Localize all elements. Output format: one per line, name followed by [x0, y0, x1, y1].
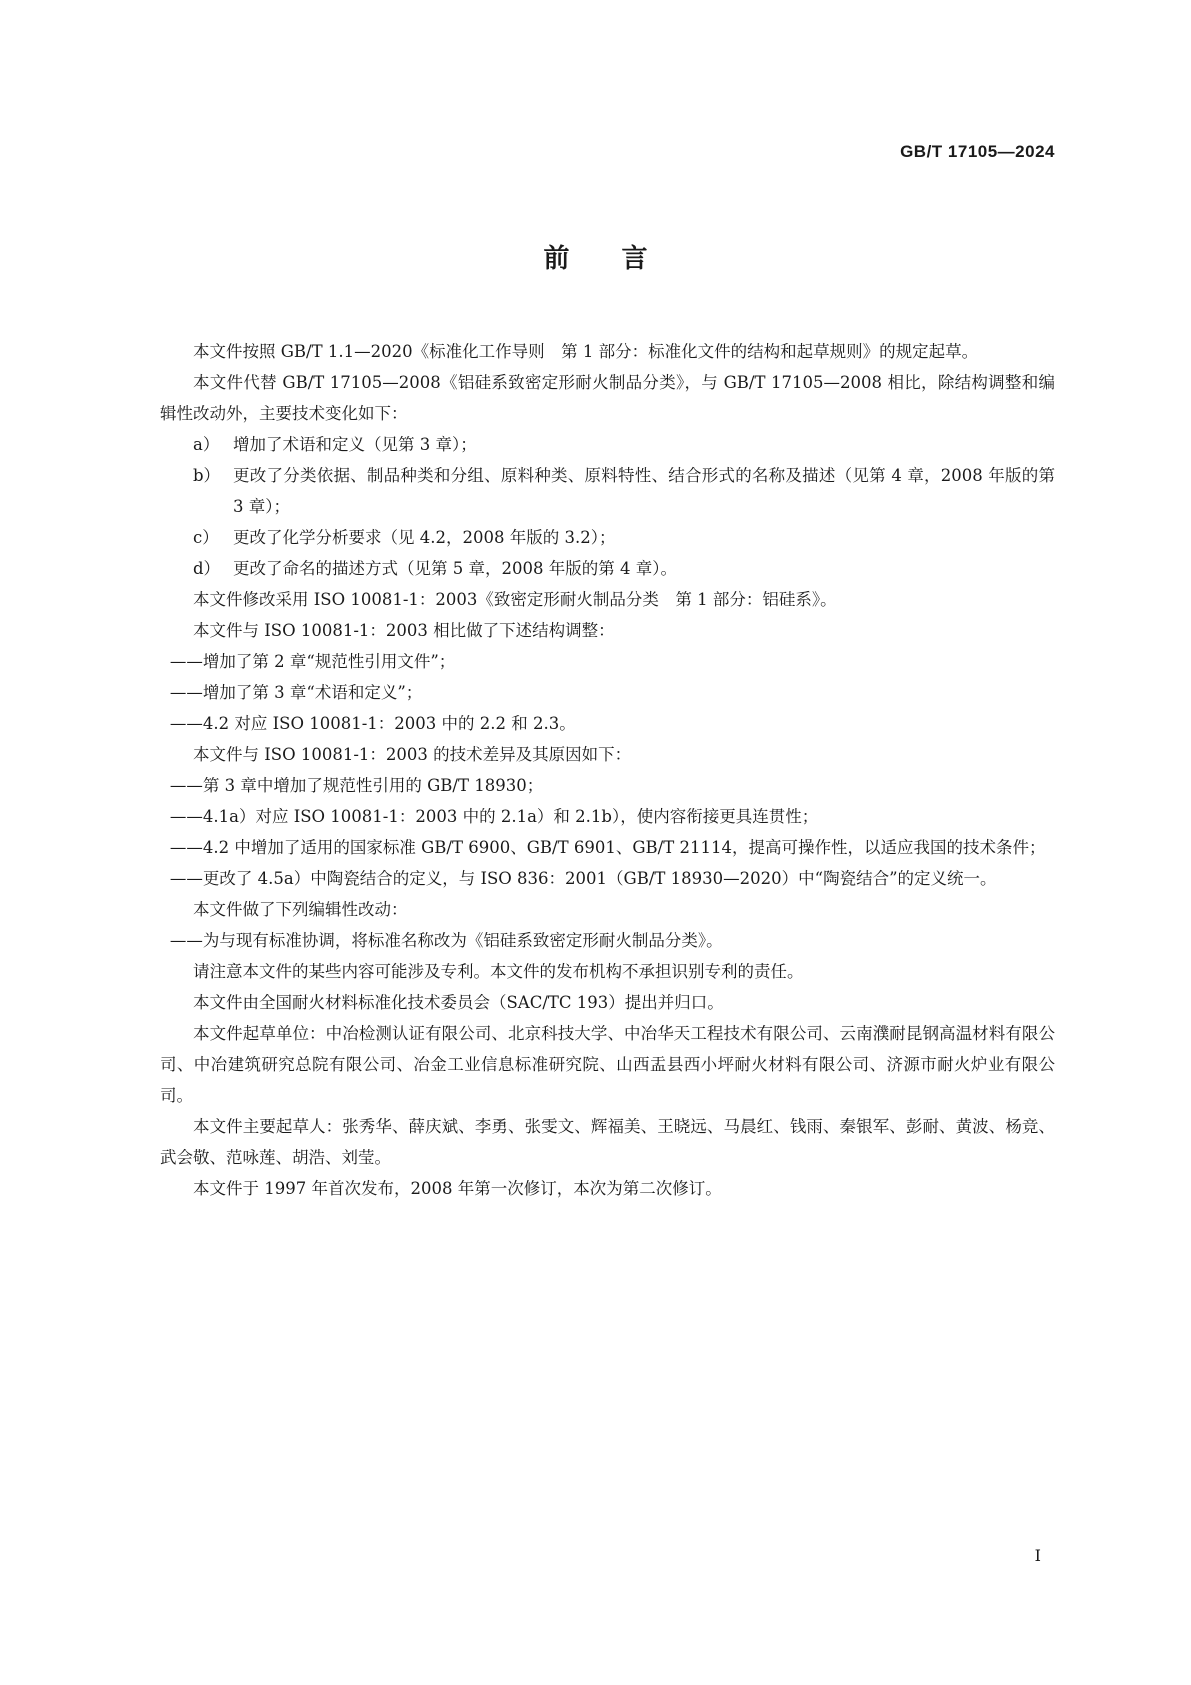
- list-item-text: 增加了术语和定义（见第 3 章）；: [233, 435, 477, 454]
- paragraph-tech-diff-intro: 本文件与 ISO 10081-1：2003 的技术差异及其原因如下：: [193, 745, 632, 764]
- dash-item-text: 4.2 中增加了适用的国家标准 GB/T 6900、GB/T 6901、GB/T 21114，提高可操作性，以适应我国的技术条件；: [202, 838, 1046, 857]
- dash-item-text: 更改了 4.5a）中陶瓷结合的定义，与 ISO 836：2001（GB/T 18930—2020）中“陶瓷结合”的定义统一。: [202, 869, 997, 888]
- dash-marker: ——: [169, 683, 203, 702]
- dash-item: [160, 770, 1055, 801]
- dash-item-text: 增加了第 3 章“术语和定义”；: [202, 683, 423, 702]
- paragraph-drafting-units: 本文件起草单位：中冶检测认证有限公司、北京科技大学、中冶华天工程技术有限公司、云南濮耐昆钢高温材料有限公司、中冶建筑研究总院有限公司、冶金工业信息标准研究院、山西盂县西小坪耐火材料有限公司、济源市耐火炉业有限公司。: [160, 1024, 1055, 1105]
- dash-item: [160, 801, 1055, 832]
- dash-marker: ——: [169, 931, 203, 950]
- dash-marker: ——: [169, 838, 203, 857]
- list-item-text: 更改了化学分析要求（见 4.2，2008 年版的 3.2）；: [233, 528, 616, 547]
- paragraph-replacement: 本文件代替 GB/T 17105—2008《铝硅系致密定形耐火制品分类》，与 GB/T 17105—2008 相比，除结构调整和编辑性改动外，主要技术变化如下：: [160, 373, 1055, 423]
- foreword-body: [160, 336, 1055, 1204]
- paragraph-structure-intro: 本文件与 ISO 10081-1：2003 相比做了下述结构调整：: [193, 621, 615, 640]
- page-number: I: [1034, 1546, 1041, 1565]
- dash-item: [160, 832, 1055, 863]
- dash-marker: ——: [169, 714, 203, 733]
- list-item: [160, 460, 1055, 522]
- dash-marker: ——: [169, 807, 203, 826]
- dash-item-text: 增加了第 2 章“规范性引用文件”；: [202, 652, 456, 671]
- dash-item: [160, 925, 1055, 956]
- paragraph-editorial-intro: 本文件做了下列编辑性改动：: [193, 900, 408, 919]
- paragraph-history: 本文件于 1997 年首次发布，2008 年第一次修订，本次为第二次修订。: [193, 1179, 722, 1198]
- dash-item: [160, 646, 1055, 677]
- dash-marker: ——: [169, 776, 203, 795]
- paragraph-patent-notice: 请注意本文件的某些内容可能涉及专利。本文件的发布机构不承担识别专利的责任。: [193, 962, 804, 981]
- paragraph-drafters: 本文件主要起草人：张秀华、薛庆斌、李勇、张雯文、辉福美、王晓远、马晨红、钱雨、秦银军、彭耐、黄波、杨竞、武会敬、范咏莲、胡浩、刘莹。: [160, 1117, 1055, 1167]
- dash-item: [160, 708, 1055, 739]
- dash-item-text: 第 3 章中增加了规范性引用的 GB/T 18930；: [202, 776, 544, 795]
- dash-item: [160, 677, 1055, 708]
- list-item-text: 更改了分类依据、制品种类和分组、原料种类、原料特性、结合形式的名称及描述（见第 4 章，2008 年版的第 3 章）；: [233, 466, 1055, 516]
- list-item: [160, 522, 1055, 553]
- dash-item-text: 为与现有标准协调，将标准名称改为《铝硅系致密定形耐火制品分类》。: [202, 931, 723, 950]
- list-item: [160, 553, 1055, 584]
- list-marker: c）: [193, 528, 219, 547]
- paragraph-adoption: 本文件修改采用 ISO 10081-1：2003《致密定形耐火制品分类 第 1 部分：铝硅系》。: [193, 590, 837, 609]
- dash-item: [160, 863, 1055, 894]
- dash-marker: ——: [169, 869, 203, 888]
- list-item-text: 更改了命名的描述方式（见第 5 章，2008 年版的第 4 章）。: [233, 559, 677, 578]
- paragraph-proposer: 本文件由全国耐火材料标准化技术委员会（SAC/TC 193）提出并归口。: [193, 993, 724, 1012]
- standard-number: GB/T 17105—2024: [900, 142, 1055, 161]
- dash-item-text: 4.1a）对应 ISO 10081-1：2003 中的 2.1a）和 2.1b），使内容衔接更具连贯性；: [202, 807, 819, 826]
- paragraph-drafting-rules: 本文件按照 GB/T 1.1—2020《标准化工作导则 第 1 部分：标准化文件的结构和起草规则》的规定起草。: [193, 342, 979, 361]
- page-title: 前言: [543, 244, 700, 274]
- list-marker: a）: [193, 435, 220, 454]
- dash-marker: ——: [169, 652, 203, 671]
- dash-item-text: 4.2 对应 ISO 10081-1：2003 中的 2.2 和 2.3。: [202, 714, 576, 733]
- list-marker: b）: [193, 466, 221, 485]
- list-marker: d）: [193, 559, 221, 578]
- list-item: [160, 429, 1055, 460]
